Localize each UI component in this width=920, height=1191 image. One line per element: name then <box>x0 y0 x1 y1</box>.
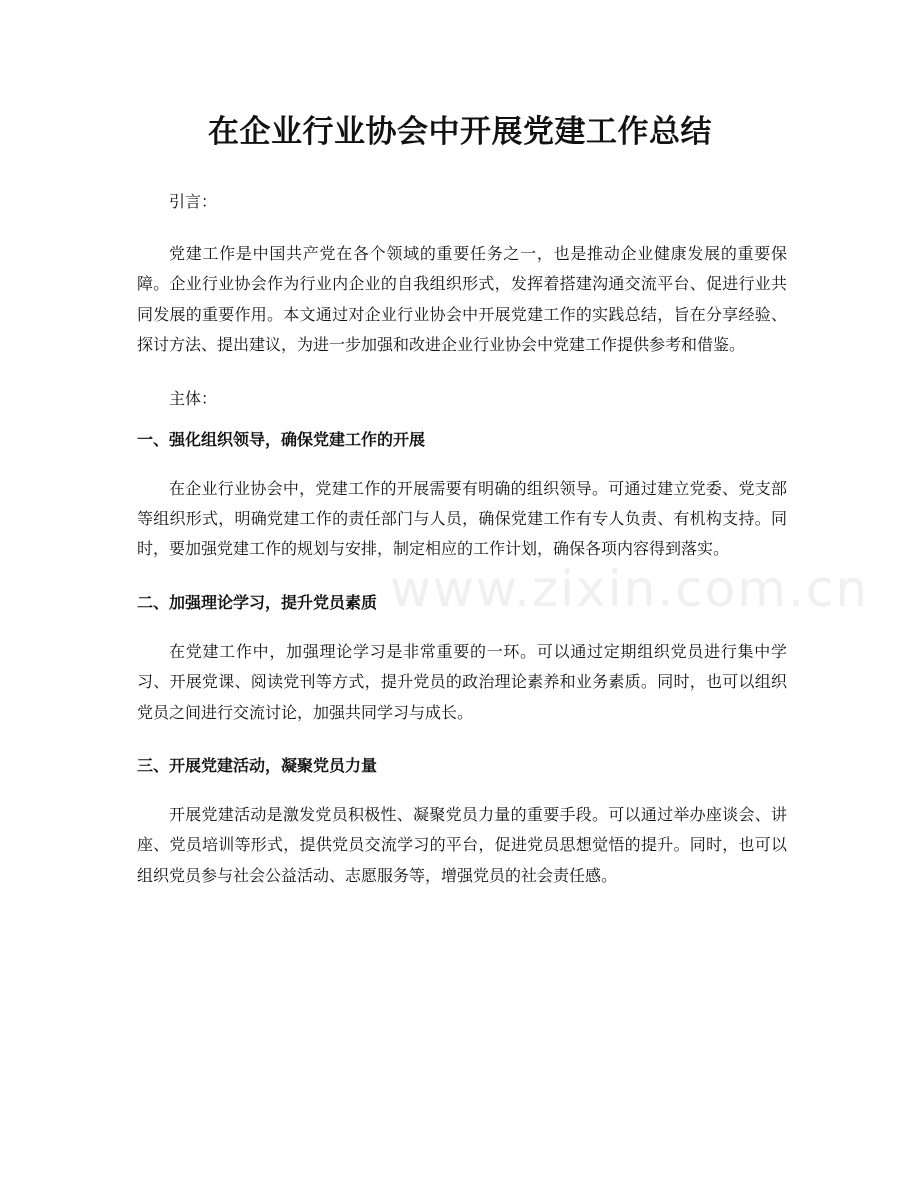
section-heading-3: 三、开展党建活动，凝聚党员力量 <box>137 756 378 776</box>
section-paragraph-2: 在党建工作中，加强理论学习是非常重要的一环。可以通过定期组织党员进行集中学习、开展党课、阅读党刊等方式，提升党员的政治理论素养和业务素质。同时，也可以组织党员之间进行交流讨论，加强共同学习与成长。 <box>137 641 787 722</box>
intro-label: 引言： <box>169 192 218 211</box>
section-paragraph-3: 开展党建活动是激发党员积极性、凝聚党员力量的重要手段。可以通过举办座谈会、讲座、党员培训等形式，提供党员交流学习的平台，促进党员思想觉悟的提升。同时，也可以组织党员参与社会公益活动、志愿服务等，增强党员的社会责任感。 <box>137 805 787 885</box>
watermark: www.zixin.com.cn <box>390 560 870 618</box>
body-label: 主体： <box>169 388 218 408</box>
document-body <box>137 185 787 891</box>
section-heading-2: 二、加强理论学习，提升党员素质 <box>137 592 378 612</box>
page-title: 在企业行业协会中开展党建工作总结 <box>208 114 712 150</box>
section-paragraph-1: 在企业行业协会中，党建工作的开展需要有明确的组织领导。可通过建立党委、党支部等组织形式，明确党建工作的责任部门与人员，确保党建工作有专人负责、有机构支持。同时，要加强党建工作的规划与安排，制定相应的工作计划，确保各项内容得到落实。 <box>137 478 787 559</box>
intro-paragraph: 党建工作是中国共产党在各个领域的重要任务之一，也是推动企业健康发展的重要保障。企业行业协会作为行业内企业的自我组织形式，发挥着搭建沟通交流平台、促进行业共同发展的重要作用。本文通过对企业行业协会中开展党建工作的实践总结，旨在分享经验、探讨方法、提出建议，为进一步加强和改进企业行业协会中党建工作提供参考和借鉴。 <box>137 244 787 355</box>
section-heading-1: 一、强化组织领导，确保党建工作的开展 <box>137 429 426 449</box>
